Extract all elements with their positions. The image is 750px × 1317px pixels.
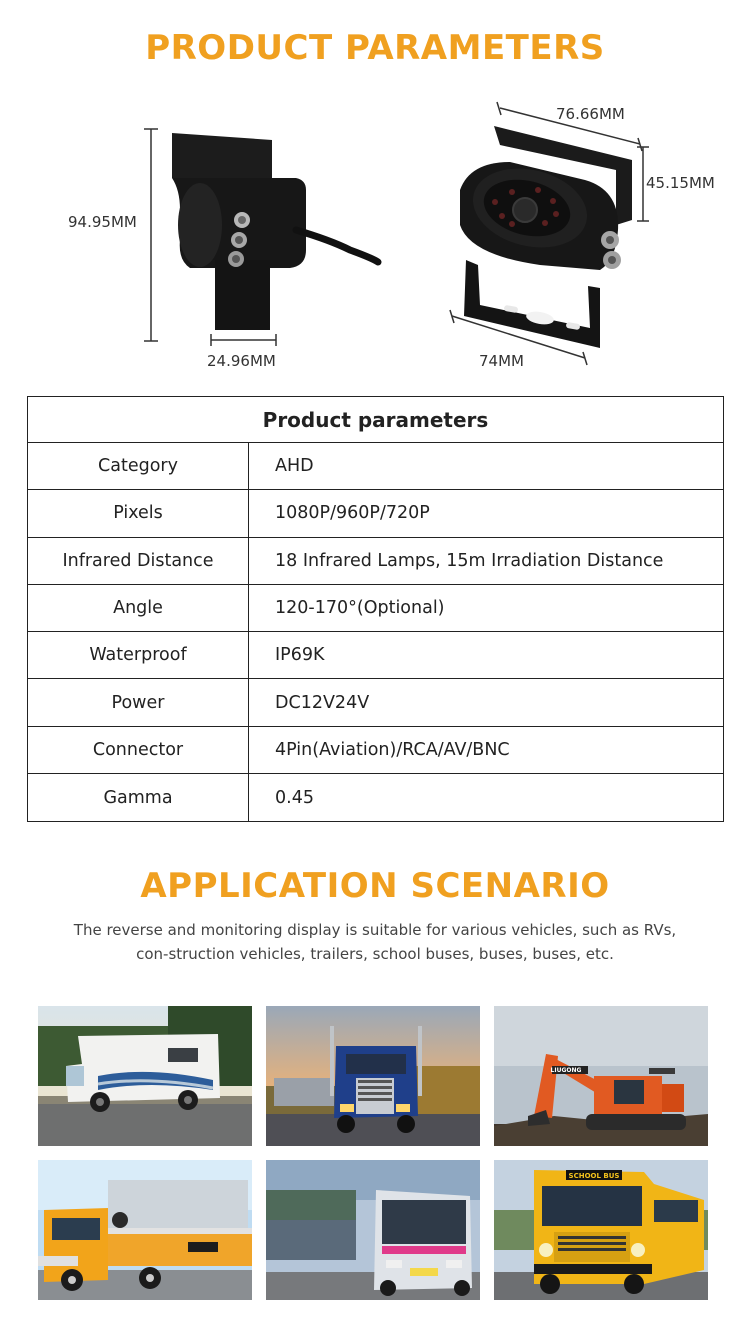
front-view-camera — [460, 126, 632, 348]
height-dimension-label: 94.95MM — [68, 213, 137, 231]
row-value: AHD — [275, 456, 314, 477]
table-row — [28, 774, 723, 821]
front-height-dimension-label: 45.15MM — [646, 174, 715, 192]
product-parameters-heading: PRODUCT PARAMETERS — [145, 28, 605, 68]
application-description: The reverse and monitoring display is suitable for various vehicles, such as RVs, con-struction vehicles, trailers, school buses, buses, buses, etc. — [73, 921, 677, 963]
table-row — [28, 443, 723, 490]
excavator-sign: LIUGONG — [550, 1067, 582, 1074]
row-label: Category — [28, 443, 249, 489]
camera-illustration — [0, 90, 750, 390]
row-value: 120-170°(Optional) — [275, 598, 445, 619]
row-value: 4Pin(Aviation)/RCA/AV/BNC — [275, 739, 510, 760]
table-row — [28, 679, 723, 726]
truck-photo — [266, 1006, 480, 1146]
side-view-camera — [172, 133, 378, 330]
row-value: DC12V24V — [275, 692, 370, 713]
product-parameters-table — [27, 396, 724, 822]
base-width-dimension-label: 74MM — [479, 352, 524, 370]
row-value: IP69K — [275, 645, 325, 666]
school-bus-photo — [494, 1160, 708, 1300]
row-label: Power — [28, 679, 249, 725]
application-scenario-heading: APPLICATION SCENARIO — [140, 866, 610, 906]
bus-photo — [266, 1160, 480, 1300]
row-value: 0.45 — [275, 787, 314, 808]
row-label: Angle — [28, 585, 249, 631]
table-row — [28, 585, 723, 632]
row-value: 1080P/960P/720P — [275, 503, 430, 524]
camera-dimension-diagram — [0, 90, 750, 390]
side-width-dimension-label: 24.96MM — [207, 352, 276, 370]
table-row — [28, 538, 723, 585]
row-label: Waterproof — [28, 632, 249, 678]
school-bus-sign: SCHOOL BUS — [568, 1172, 620, 1180]
row-label: Pixels — [28, 490, 249, 536]
row-label: Gamma — [28, 774, 249, 821]
table-row — [28, 490, 723, 537]
tow-truck-photo — [38, 1160, 252, 1300]
table-row — [28, 632, 723, 679]
rv-photo — [38, 1006, 252, 1146]
row-label: Infrared Distance — [28, 538, 249, 584]
table-row — [28, 727, 723, 774]
row-value: 18 Infrared Lamps, 15m Irradiation Distance — [275, 550, 664, 571]
excavator-photo — [494, 1006, 708, 1146]
row-label: Connector — [28, 727, 249, 773]
table-title: Product parameters — [28, 397, 723, 443]
front-width-dimension-label: 76.66MM — [556, 105, 625, 123]
